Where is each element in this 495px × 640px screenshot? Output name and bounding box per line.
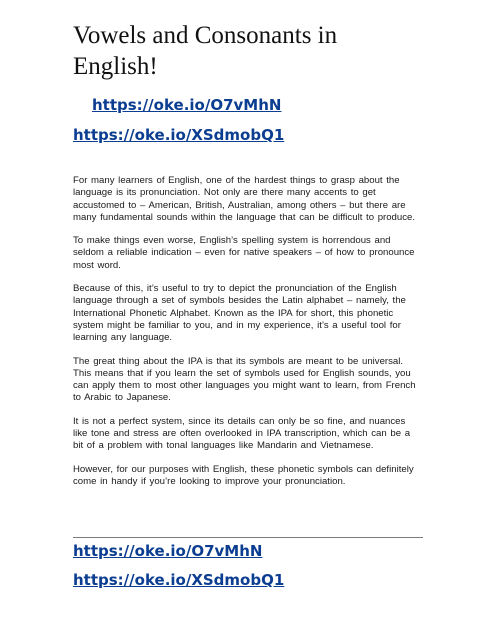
paragraph-2: To make things even worse, English’s spelling system is horrendous and seldom a reliable indication – even for native speakers – of how to pronounce most word.: [73, 235, 415, 271]
paragraph-5: It is not a perfect system, since its details can only be so fine, and nuances like tone and stress are often overlooked in IPA transcription, which can be a bit of a problem with tonal languages like Mandarin and Vietnamese.: [73, 415, 411, 452]
link-bottom-1[interactable]: https://oke.io/O7vMhN: [73, 542, 263, 560]
document-title: Vowels and Consonants in English!: [73, 22, 338, 80]
link-bottom-2[interactable]: https://oke.io/XSdmobQ1: [73, 571, 285, 589]
article-body: [73, 175, 423, 499]
link-top-2[interactable]: https://oke.io/XSdmobQ1: [73, 126, 285, 144]
paragraph-4: The great thing about the IPA is that its symbols are meant to be universal. This means that if you learn the set of symbols used for English sounds, you can apply them to most other languages you might want to learn, from French to Arabic to Japanese.: [73, 355, 416, 404]
paragraph-1: For many learners of English, one of the hardest things to grasp about the language is its pronunciation. Not only are there many accents to get accustomed to – American, British, Australian, among others – but there are many fundamental sounds within the language that can be difficult to produce.: [73, 175, 416, 223]
horizontal-divider: [73, 537, 423, 538]
paragraph-3: Because of this, it’s useful to try to depict the pronunciation of the English language through a set of symbols besides the Latin alphabet – namely, the International Phonetic Alphabet. Known as the IPA for short, this phonetic system might be familiar to you, and in my experience, it’s a useful tool for learning any language.: [73, 283, 406, 344]
link-top-1[interactable]: https://oke.io/O7vMhN: [92, 96, 282, 114]
paragraph-6: However, for our purposes with English, these phonetic symbols can definitely come in handy if you’re looking to improve your pronunciation.: [73, 463, 414, 487]
